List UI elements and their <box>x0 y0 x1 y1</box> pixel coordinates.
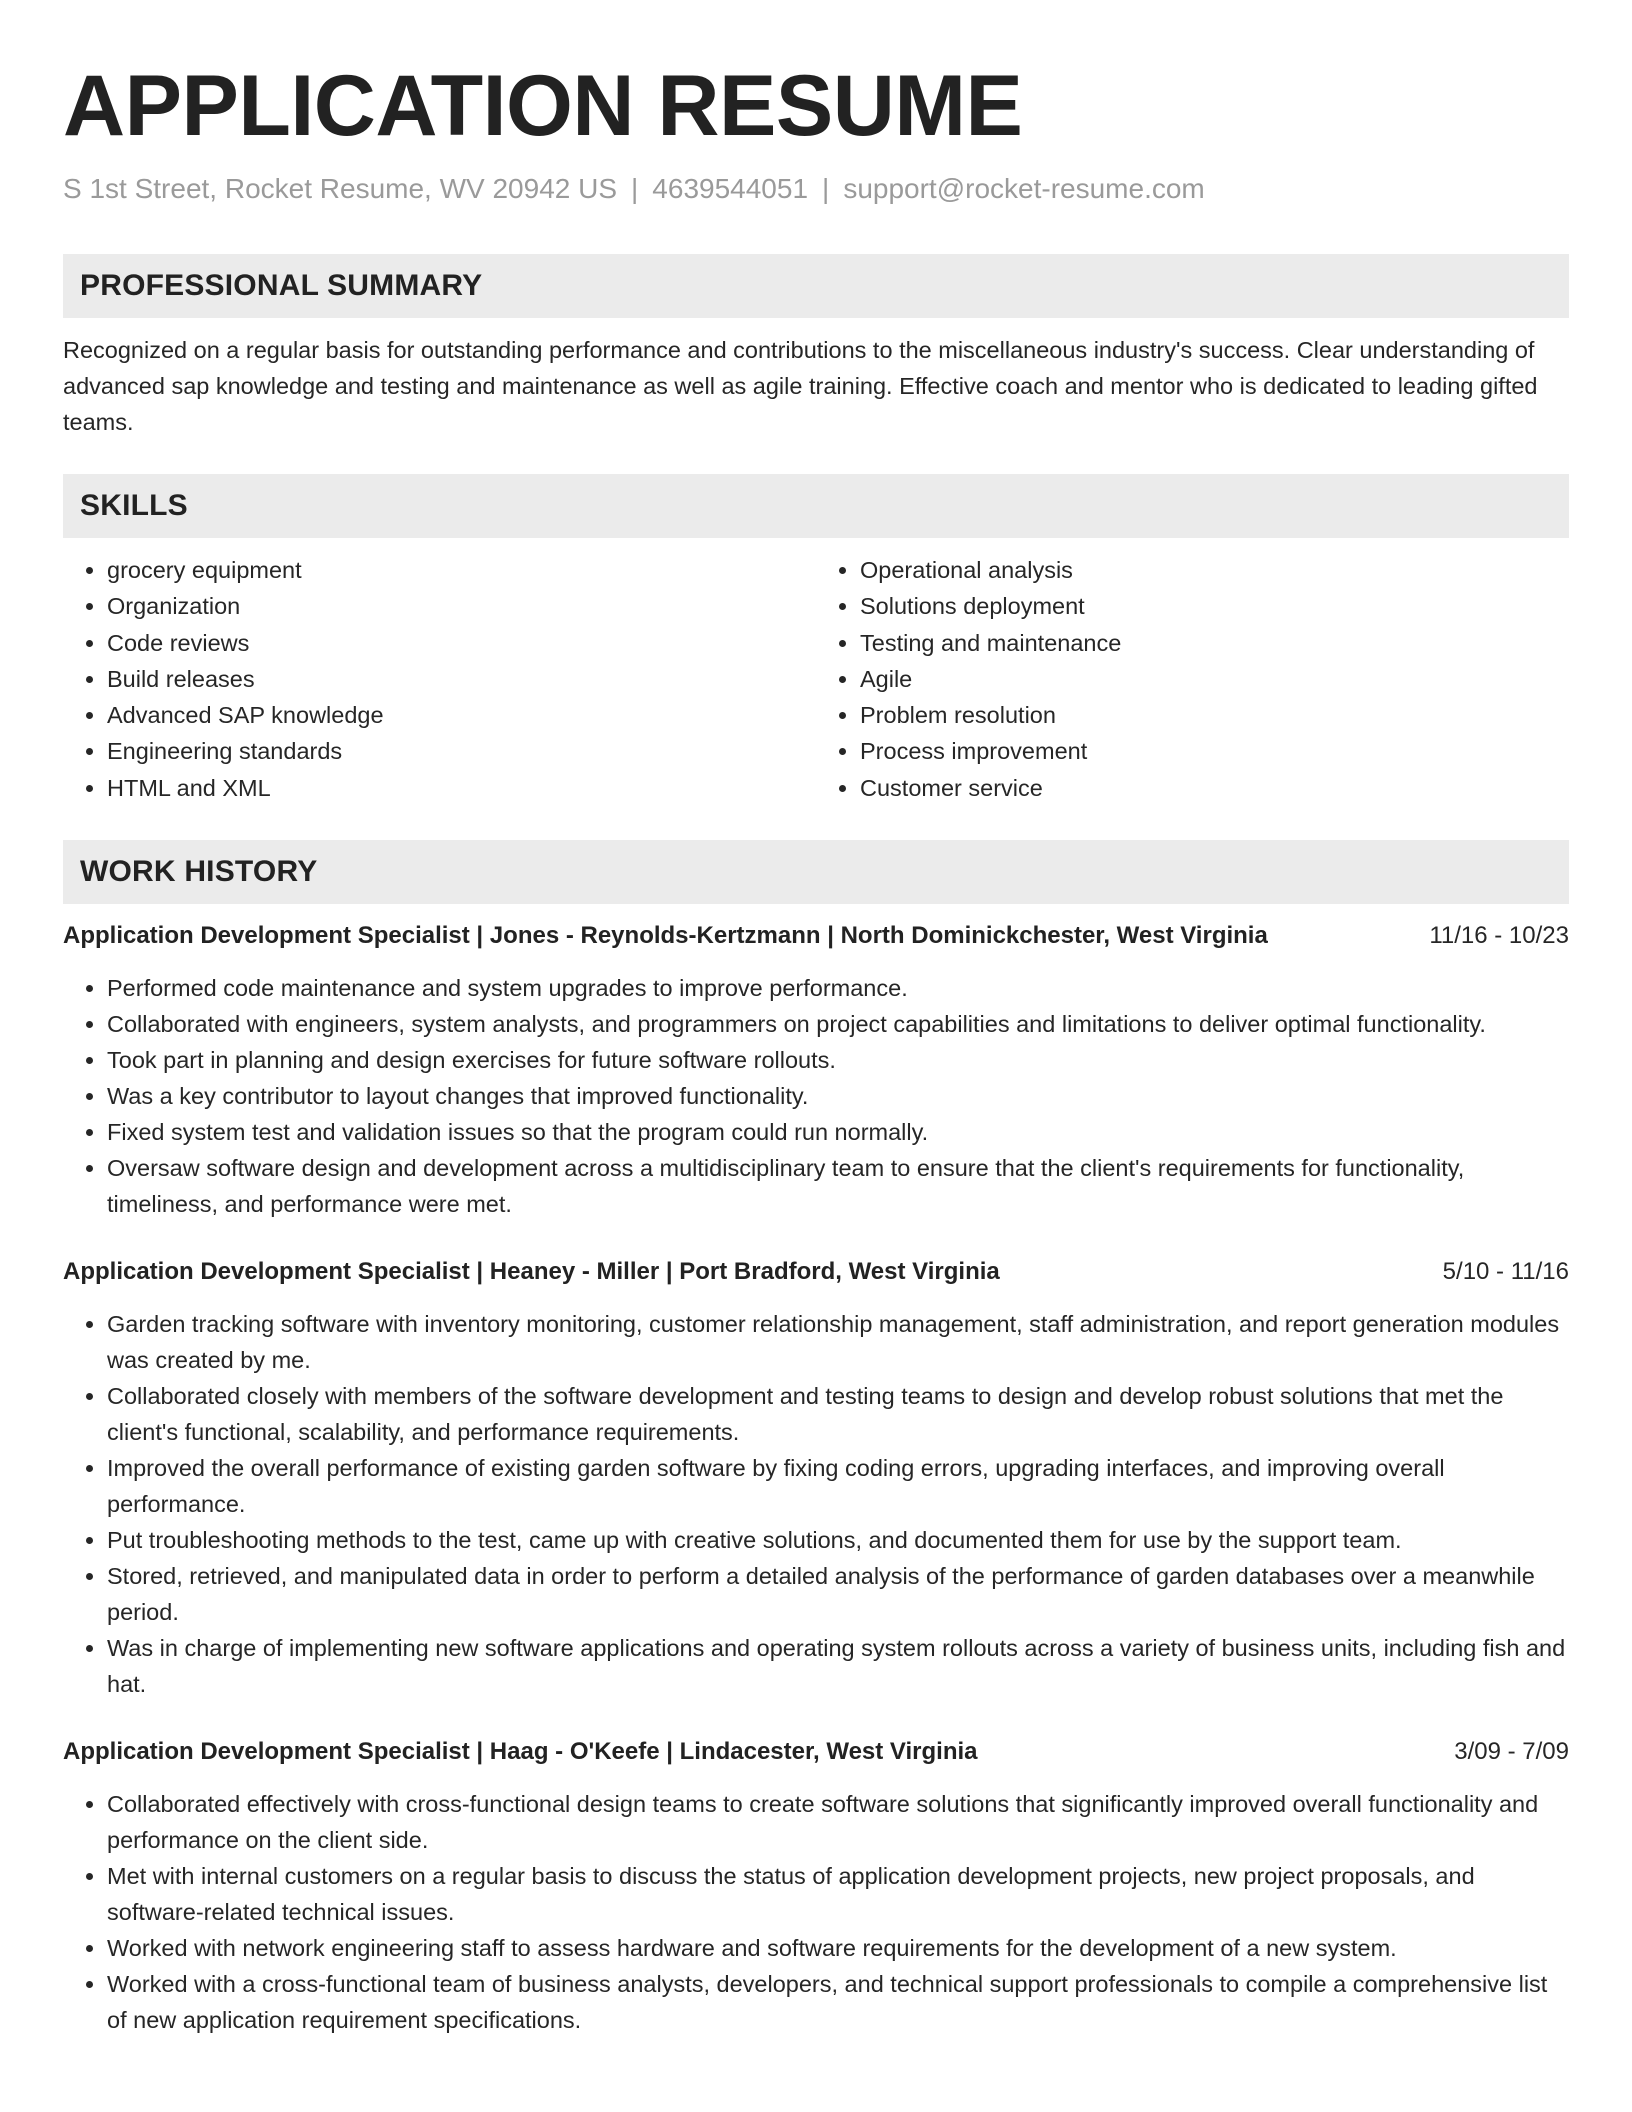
job-title: Application Development Specialist | Jones - Reynolds-Kertzmann | North Dominickchester, West Virginia <box>63 922 1268 950</box>
summary-text: Recognized on a regular basis for outstanding performance and contributions to the miscellaneous industry's success. Clear understanding of advanced sap knowledge and testing and maintenance as well as agile training. Effective coach and mentor who is dedicated to leading gifted teams. <box>63 337 1538 435</box>
skill-item: • Code reviews <box>107 625 816 661</box>
skill-item: • Advanced SAP knowledge <box>107 697 816 733</box>
job-bullets <box>63 1786 1569 2038</box>
job-bullets <box>63 1306 1569 1702</box>
job-header <box>63 918 1569 954</box>
contact-separator: | <box>822 173 830 204</box>
skills-list-left <box>63 552 816 806</box>
job-bullet: • Took part in planning and design exercises for future software rollouts. <box>107 1042 1569 1078</box>
skills-section <box>63 474 1569 806</box>
job-header <box>63 1734 1569 1770</box>
job-title: Application Development Specialist | Heaney - Miller | Port Bradford, West Virginia <box>63 1258 1000 1286</box>
work-history-section <box>63 840 1569 2038</box>
job-bullet: • Performed code maintenance and system upgrades to improve performance. <box>107 970 1569 1006</box>
job-bullet: • Was in charge of implementing new software applications and operating system rollouts across a variety of business units, including fish and hat. <box>107 1630 1569 1702</box>
job-bullet: • Was a key contributor to layout changes that improved functionality. <box>107 1078 1569 1114</box>
contact-email: support@rocket-resume.com <box>843 173 1205 204</box>
job-entry <box>63 1254 1569 1702</box>
job-bullet: • Put troubleshooting methods to the test, came up with creative solutions, and documented them for use by the support team. <box>107 1522 1569 1558</box>
job-bullet: • Worked with a cross-functional team of business analysts, developers, and technical support professionals to compile a comprehensive list of new application requirement specifications. <box>107 1966 1569 2038</box>
job-bullet: • Collaborated with engineers, system analysts, and programmers on project capabilities and limitations to deliver optimal functionality. <box>107 1006 1569 1042</box>
job-bullet: • Improved the overall performance of existing garden software by fixing coding errors, upgrading interfaces, and improving overall performance. <box>107 1450 1569 1522</box>
resume-title: APPLICATION RESUME <box>63 58 1023 154</box>
job-bullet: • Oversaw software design and development across a multidisciplinary team to ensure that the client's requirements for functionality, timeliness, and performance were met. <box>107 1150 1569 1222</box>
skills-list-right <box>816 552 1569 806</box>
job-bullet: • Collaborated effectively with cross-functional design teams to create software solutions that significantly improved overall functionality and performance on the client side. <box>107 1786 1569 1858</box>
skill-item: • Customer service <box>860 770 1569 806</box>
skill-item: • Solutions deployment <box>860 588 1569 624</box>
work-history-heading: WORK HISTORY <box>63 840 1569 904</box>
skill-item: • Agile <box>860 661 1569 697</box>
contact-line <box>63 172 1569 206</box>
job-bullet: • Stored, retrieved, and manipulated data in order to perform a detailed analysis of the performance of garden databases over a meanwhile period. <box>107 1558 1569 1630</box>
job-dates: 11/16 - 10/23 <box>1429 922 1569 950</box>
skill-item: • HTML and XML <box>107 770 816 806</box>
skill-item: • Problem resolution <box>860 697 1569 733</box>
skill-item: • Engineering standards <box>107 733 816 769</box>
contact-address: S 1st Street, Rocket Resume, WV 20942 US <box>63 173 618 204</box>
job-bullet: • Worked with network engineering staff to assess hardware and software requirements for the development of a new system. <box>107 1930 1569 1966</box>
job-bullet: • Met with internal customers on a regular basis to discuss the status of application development projects, new project proposals, and software-related technical issues. <box>107 1858 1569 1930</box>
job-dates: 3/09 - 7/09 <box>1454 1738 1569 1766</box>
job-title: Application Development Specialist | Haag - O'Keefe | Lindacester, West Virginia <box>63 1738 978 1766</box>
job-entry <box>63 918 1569 1222</box>
job-bullet: • Collaborated closely with members of the software development and testing teams to design and develop robust solutions that met the client's functional, scalability, and performance requirements. <box>107 1378 1569 1450</box>
skill-item: • grocery equipment <box>107 552 816 588</box>
skill-item: • Organization <box>107 588 816 624</box>
skill-item: • Operational analysis <box>860 552 1569 588</box>
job-bullet: • Garden tracking software with inventory monitoring, customer relationship management, staff administration, and report generation modules was created by me. <box>107 1306 1569 1378</box>
job-bullets <box>63 970 1569 1222</box>
job-bullet: • Fixed system test and validation issues so that the program could run normally. <box>107 1114 1569 1150</box>
job-entry <box>63 1734 1569 2038</box>
job-header <box>63 1254 1569 1290</box>
job-dates: 5/10 - 11/16 <box>1442 1258 1569 1286</box>
contact-phone: 4639544051 <box>652 173 809 204</box>
skill-item: • Testing and maintenance <box>860 625 1569 661</box>
skills-grid <box>63 552 1569 806</box>
summary-heading: PROFESSIONAL SUMMARY <box>63 254 1569 318</box>
skill-item: • Process improvement <box>860 733 1569 769</box>
contact-separator: | <box>631 173 639 204</box>
skills-heading: SKILLS <box>63 474 1569 538</box>
summary-section <box>63 254 1569 440</box>
skill-item: • Build releases <box>107 661 816 697</box>
